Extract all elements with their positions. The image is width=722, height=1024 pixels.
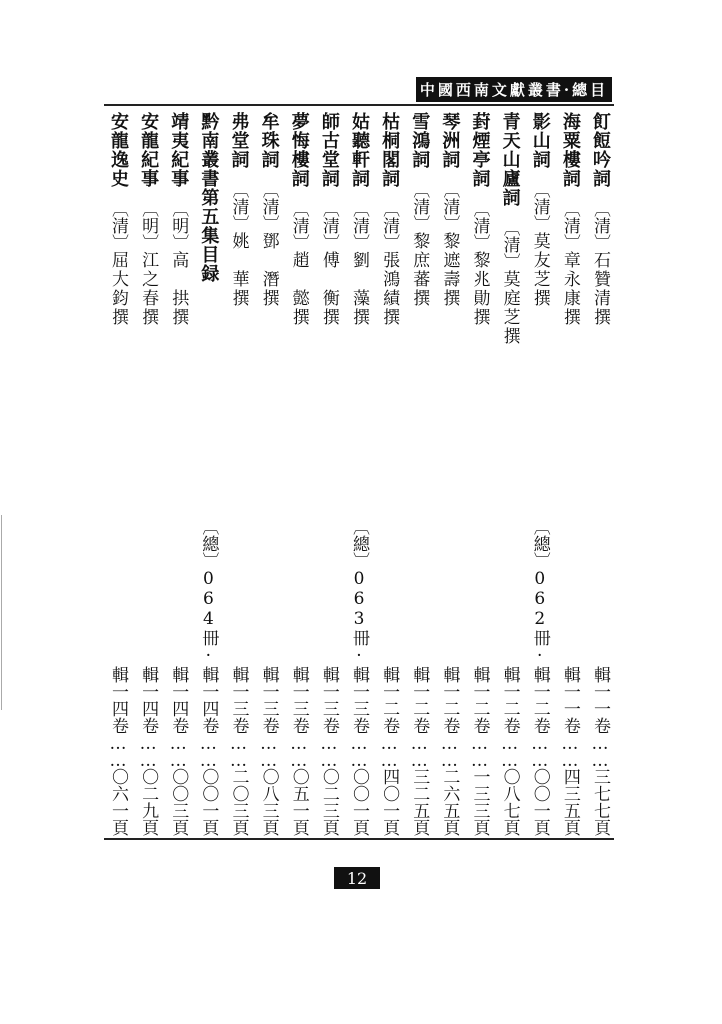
work-title: 葑煙亭詞 — [469, 112, 491, 188]
entry-heading — [104, 112, 132, 327]
volume-label: 輯一三卷 — [258, 666, 279, 734]
scan-edge-line — [1, 515, 2, 710]
author-name: 屈大鈞撰 — [108, 251, 128, 327]
page-reference: 〇八七頁 — [499, 768, 520, 836]
leader-dots: …… — [590, 734, 610, 768]
leader-dots: …… — [318, 734, 339, 768]
dynasty-label: 〔清〕 — [349, 200, 369, 251]
dynasty-label: 〔清〕 — [499, 219, 520, 270]
entry-heading — [345, 112, 373, 327]
series-title: 中國西南文獻叢書·總目 — [419, 81, 609, 99]
volume-reference — [225, 666, 253, 836]
author-name: 張鴻績撰 — [379, 251, 400, 327]
volume-reference — [556, 666, 584, 836]
toc-entry — [526, 112, 554, 836]
volume-reference — [586, 666, 614, 836]
leader-dots: …… — [379, 734, 400, 768]
dynasty-label: 〔清〕 — [590, 200, 610, 251]
volume-label: 輯一一卷 — [590, 666, 610, 734]
author-name: 高 拱撰 — [168, 251, 189, 327]
toc-entry — [586, 112, 614, 836]
work-title: 安龍逸史 — [108, 112, 129, 188]
page-reference: 四三五頁 — [559, 768, 580, 836]
toc-entry — [466, 112, 494, 836]
page-reference: 三二五頁 — [409, 768, 430, 836]
page-reference: 一三三頁 — [469, 768, 490, 836]
author-name: 黎兆勛撰 — [469, 251, 490, 327]
leader-dots: …… — [349, 734, 369, 768]
volume-prefix: 〔總〕062冊· — [529, 518, 550, 666]
page-reference: 〇〇三頁 — [168, 768, 189, 836]
volume-reference — [466, 666, 494, 836]
volume-reference — [435, 666, 463, 836]
volume-reference — [526, 518, 554, 836]
work-title: 雪鴻詞 — [409, 112, 431, 169]
work-title: 枯桐閣詞 — [379, 112, 401, 188]
volume-label: 輯一四卷 — [138, 666, 159, 734]
volume-label: 輯一二卷 — [469, 666, 490, 734]
work-title: 師古堂詞 — [318, 112, 340, 188]
page-reference: 〇〇一頁 — [349, 768, 369, 836]
entry-heading — [134, 112, 162, 327]
author-name: 鄧 潛撰 — [258, 232, 279, 308]
entry-heading — [194, 112, 222, 295]
leader-dots: …… — [168, 734, 189, 768]
volume-label: 輯一二卷 — [439, 666, 460, 734]
volume-label: 輯一三卷 — [349, 666, 369, 734]
volume-reference — [104, 666, 132, 836]
toc-entry — [496, 112, 524, 836]
work-title: 琴洲詞 — [439, 112, 461, 169]
volume-reference — [285, 666, 313, 836]
volume-reference — [134, 666, 162, 836]
toc-entry — [435, 112, 463, 836]
dynasty-label: 〔清〕 — [379, 200, 400, 251]
entry-heading — [526, 112, 554, 308]
work-title: 飣餖吟詞 — [590, 112, 611, 188]
work-title: 影山詞 — [529, 112, 551, 169]
work-title: 牟珠詞 — [258, 112, 280, 169]
leader-dots: …… — [439, 734, 460, 768]
entry-heading — [225, 112, 253, 308]
page-number: 12 — [346, 868, 368, 888]
entry-heading — [164, 112, 192, 327]
toc-entry — [556, 112, 584, 836]
volume-reference — [164, 666, 192, 836]
work-title: 靖夷紀事 — [168, 112, 190, 188]
leader-dots: …… — [138, 734, 159, 768]
volume-label: 輯一二卷 — [409, 666, 430, 734]
page-reference: 〇八三頁 — [258, 768, 279, 836]
dynasty-label: 〔清〕 — [228, 181, 249, 232]
leader-dots: …… — [499, 734, 520, 768]
dynasty-label: 〔清〕 — [318, 200, 339, 251]
bottom-rule — [104, 838, 614, 840]
page-reference: 四〇一頁 — [379, 768, 400, 836]
work-title: 海粟樓詞 — [559, 112, 581, 188]
toc-entry — [405, 112, 433, 836]
entry-heading — [405, 112, 433, 308]
leader-dots: …… — [529, 734, 550, 768]
dynasty-label: 〔清〕 — [559, 200, 580, 251]
dynasty-label: 〔明〕 — [168, 200, 189, 251]
dynasty-label: 〔明〕 — [138, 200, 159, 251]
entry-heading — [315, 112, 343, 327]
volume-prefix: 〔總〕064冊· — [198, 518, 219, 666]
entry-heading — [255, 112, 283, 308]
leader-dots: …… — [409, 734, 430, 768]
page-reference: 〇〇一頁 — [198, 768, 219, 836]
volume-label: 輯一四卷 — [168, 666, 189, 734]
leader-dots: …… — [108, 734, 128, 768]
page-reference: 〇〇一頁 — [529, 768, 550, 836]
page-number-badge — [334, 867, 380, 889]
page-reference: 〇六一頁 — [108, 768, 128, 836]
author-name: 石贊清撰 — [590, 251, 610, 327]
volume-reference — [345, 518, 373, 836]
toc-entry — [255, 112, 283, 836]
toc-entry — [375, 112, 403, 836]
volume-reference — [315, 666, 343, 836]
leader-dots: …… — [198, 734, 219, 768]
page-reference: 二六五頁 — [439, 768, 460, 836]
work-title: 夢悔樓詞 — [288, 112, 310, 188]
author-name: 莫友芝撰 — [529, 232, 550, 308]
page-reference: 〇五一頁 — [288, 768, 309, 836]
leader-dots: …… — [559, 734, 580, 768]
volume-label: 輯一三卷 — [228, 666, 249, 734]
page-reference: 三七七頁 — [590, 768, 610, 836]
author-name: 莫庭芝撰 — [499, 270, 520, 346]
author-name: 章永康撰 — [559, 251, 580, 327]
volume-label: 輯一二卷 — [529, 666, 550, 734]
work-title: 姑聽軒詞 — [349, 112, 370, 188]
author-name: 江之春撰 — [138, 251, 159, 327]
leader-dots: …… — [288, 734, 309, 768]
toc-entry — [345, 112, 373, 836]
entry-heading — [466, 112, 494, 327]
author-name: 黎庶蕃撰 — [409, 232, 430, 308]
author-name: 姚 華撰 — [228, 232, 249, 308]
entry-heading — [285, 112, 313, 327]
toc-entry — [225, 112, 253, 836]
dynasty-label: 〔清〕 — [288, 200, 309, 251]
volume-label: 輯一三卷 — [318, 666, 339, 734]
volume-reference — [194, 518, 222, 836]
author-name: 趙 懿撰 — [288, 251, 309, 327]
volume-label: 輯一三卷 — [288, 666, 309, 734]
toc-entry — [285, 112, 313, 836]
series-header — [416, 77, 612, 102]
work-title: 青天山廬詞 — [499, 112, 521, 207]
author-name: 劉 藻撰 — [349, 251, 369, 327]
volume-label: 輯一一卷 — [559, 666, 580, 734]
page-reference: 〇二九頁 — [138, 768, 159, 836]
dynasty-label: 〔清〕 — [529, 181, 550, 232]
leader-dots: …… — [258, 734, 279, 768]
author-name: 傅 衡撰 — [318, 251, 339, 327]
top-rule — [104, 104, 614, 106]
entry-heading — [556, 112, 584, 327]
volume-reference — [375, 666, 403, 836]
volume-label: 輯一四卷 — [198, 666, 219, 734]
volume-reference — [496, 666, 524, 836]
page-reference: 二〇三頁 — [228, 768, 249, 836]
entry-heading — [375, 112, 403, 327]
work-title: 安龍紀事 — [138, 112, 160, 188]
volume-label: 輯一四卷 — [108, 666, 128, 734]
entry-heading — [435, 112, 463, 308]
dynasty-label: 〔清〕 — [409, 181, 430, 232]
toc-entry — [104, 112, 132, 836]
volume-reference — [255, 666, 283, 836]
entry-heading — [496, 112, 524, 346]
dynasty-label: 〔清〕 — [469, 200, 490, 251]
dynasty-label: 〔清〕 — [258, 181, 279, 232]
toc-entry — [194, 112, 222, 836]
volume-label: 輯一二卷 — [379, 666, 400, 734]
dynasty-label: 〔清〕 — [108, 200, 128, 251]
dynasty-label: 〔清〕 — [439, 181, 460, 232]
toc-entry — [164, 112, 192, 836]
leader-dots: …… — [469, 734, 490, 768]
leader-dots: …… — [228, 734, 249, 768]
toc-columns — [104, 112, 614, 836]
volume-label: 輯一二卷 — [499, 666, 520, 734]
toc-entry — [134, 112, 162, 836]
work-title: 黔南叢書第五集目録 — [198, 112, 220, 283]
volume-prefix: 〔總〕063冊· — [349, 518, 369, 666]
author-name: 黎遮壽撰 — [439, 232, 460, 308]
toc-entry — [315, 112, 343, 836]
work-title: 弗堂詞 — [228, 112, 250, 169]
volume-reference — [405, 666, 433, 836]
page-reference: 〇二三頁 — [318, 768, 339, 836]
entry-heading — [586, 112, 614, 327]
